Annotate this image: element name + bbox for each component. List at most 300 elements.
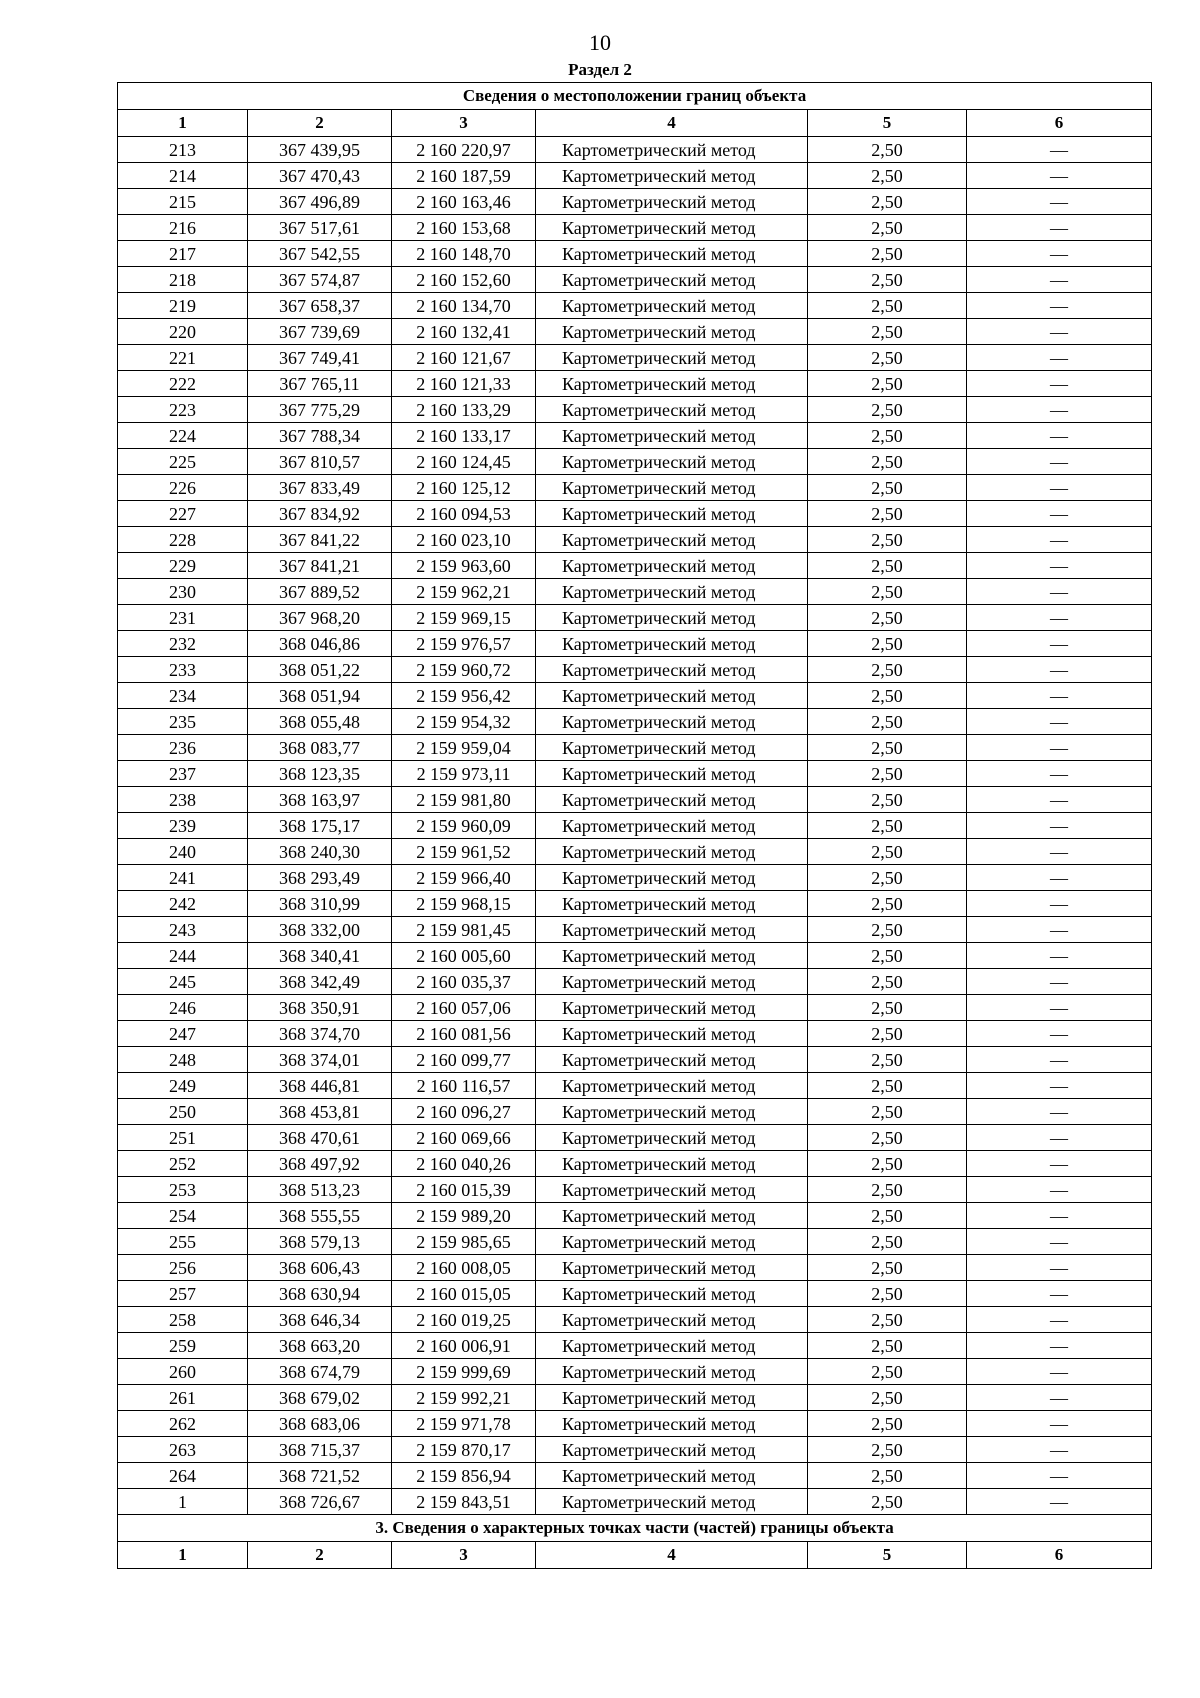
coordinate-y: 2 160 069,66 — [392, 1125, 536, 1151]
coordinate-y: 2 159 981,80 — [392, 787, 536, 813]
point-number: 249 — [118, 1073, 248, 1099]
coordinate-x: 367 833,49 — [248, 475, 392, 501]
method-cell: Картометрический метод — [536, 1437, 808, 1463]
coordinate-x: 368 342,49 — [248, 969, 392, 995]
accuracy-cell: 2,50 — [808, 761, 967, 787]
method-cell: Картометрический метод — [536, 761, 808, 787]
description-cell: — — [967, 163, 1152, 189]
column-header: 2 — [248, 1542, 392, 1569]
coordinate-x: 368 674,79 — [248, 1359, 392, 1385]
table-row — [118, 371, 1152, 397]
coordinate-y: 2 159 870,17 — [392, 1437, 536, 1463]
method-cell: Картометрический метод — [536, 215, 808, 241]
method-cell: Картометрический метод — [536, 527, 808, 553]
table-row — [118, 735, 1152, 761]
coordinate-y: 2 160 148,70 — [392, 241, 536, 267]
page-number: 10 — [589, 30, 611, 55]
table-row — [118, 397, 1152, 423]
coordinate-y: 2 159 843,51 — [392, 1489, 536, 1515]
description-cell: — — [967, 371, 1152, 397]
coordinate-x: 368 310,99 — [248, 891, 392, 917]
table-row — [118, 943, 1152, 969]
point-number: 263 — [118, 1437, 248, 1463]
method-cell: Картометрический метод — [536, 267, 808, 293]
point-number: 247 — [118, 1021, 248, 1047]
description-cell: — — [967, 1255, 1152, 1281]
method-cell: Картометрический метод — [536, 137, 808, 163]
accuracy-cell: 2,50 — [808, 1125, 967, 1151]
description-cell: — — [967, 475, 1152, 501]
accuracy-cell: 2,50 — [808, 1385, 967, 1411]
coordinate-y: 2 159 954,32 — [392, 709, 536, 735]
point-number: 261 — [118, 1385, 248, 1411]
method-cell: Картометрический метод — [536, 1359, 808, 1385]
coordinate-x: 367 749,41 — [248, 345, 392, 371]
method-cell: Картометрический метод — [536, 735, 808, 761]
part-column-header-row — [118, 1542, 1152, 1569]
description-cell: — — [967, 1047, 1152, 1073]
method-cell: Картометрический метод — [536, 1281, 808, 1307]
table-row — [118, 1151, 1152, 1177]
accuracy-cell: 2,50 — [808, 1307, 967, 1333]
table-row — [118, 1229, 1152, 1255]
point-number: 219 — [118, 293, 248, 319]
method-cell: Картометрический метод — [536, 1255, 808, 1281]
accuracy-cell: 2,50 — [808, 1177, 967, 1203]
column-header: 4 — [536, 110, 808, 137]
method-cell: Картометрический метод — [536, 1099, 808, 1125]
table-row — [118, 683, 1152, 709]
column-header: 1 — [118, 110, 248, 137]
coordinate-x: 368 721,52 — [248, 1463, 392, 1489]
accuracy-cell: 2,50 — [808, 839, 967, 865]
point-number: 230 — [118, 579, 248, 605]
point-number: 252 — [118, 1151, 248, 1177]
coordinate-y: 2 160 124,45 — [392, 449, 536, 475]
coordinate-x: 368 332,00 — [248, 917, 392, 943]
coordinate-x: 368 715,37 — [248, 1437, 392, 1463]
coordinate-x: 368 175,17 — [248, 813, 392, 839]
coordinate-y: 2 159 981,45 — [392, 917, 536, 943]
method-cell: Картометрический метод — [536, 1489, 808, 1515]
coordinate-x: 367 470,43 — [248, 163, 392, 189]
method-cell: Картометрический метод — [536, 1073, 808, 1099]
method-cell: Картометрический метод — [536, 865, 808, 891]
table-row — [118, 1021, 1152, 1047]
coordinate-x: 368 513,23 — [248, 1177, 392, 1203]
coordinate-x: 368 051,22 — [248, 657, 392, 683]
method-cell: Картометрический метод — [536, 1047, 808, 1073]
coordinate-y: 2 159 962,21 — [392, 579, 536, 605]
coordinate-y: 2 160 099,77 — [392, 1047, 536, 1073]
table-row — [118, 1047, 1152, 1073]
coordinate-x: 368 374,01 — [248, 1047, 392, 1073]
point-number: 250 — [118, 1099, 248, 1125]
description-cell: — — [967, 605, 1152, 631]
coordinate-x: 368 350,91 — [248, 995, 392, 1021]
method-cell: Картометрический метод — [536, 969, 808, 995]
point-number: 259 — [118, 1333, 248, 1359]
description-cell: — — [967, 787, 1152, 813]
coordinate-x: 368 293,49 — [248, 865, 392, 891]
table-row — [118, 1125, 1152, 1151]
column-header: 1 — [118, 1542, 248, 1569]
table-row — [118, 1333, 1152, 1359]
coordinate-x: 367 739,69 — [248, 319, 392, 345]
table-row — [118, 917, 1152, 943]
method-cell: Картометрический метод — [536, 189, 808, 215]
accuracy-cell: 2,50 — [808, 137, 967, 163]
point-number: 246 — [118, 995, 248, 1021]
description-cell: — — [967, 423, 1152, 449]
coordinate-x: 367 788,34 — [248, 423, 392, 449]
boundary-coordinates-table — [117, 82, 1152, 1569]
point-number: 258 — [118, 1307, 248, 1333]
method-cell: Картометрический метод — [536, 293, 808, 319]
coordinate-y: 2 160 134,70 — [392, 293, 536, 319]
table-row — [118, 423, 1152, 449]
coordinate-x: 368 163,97 — [248, 787, 392, 813]
coordinate-y: 2 160 187,59 — [392, 163, 536, 189]
accuracy-cell: 2,50 — [808, 215, 967, 241]
point-number: 262 — [118, 1411, 248, 1437]
coordinate-x: 367 775,29 — [248, 397, 392, 423]
description-cell: — — [967, 241, 1152, 267]
accuracy-cell: 2,50 — [808, 1411, 967, 1437]
accuracy-cell: 2,50 — [808, 631, 967, 657]
point-number: 231 — [118, 605, 248, 631]
description-cell: — — [967, 1203, 1152, 1229]
column-header: 5 — [808, 110, 967, 137]
table-row — [118, 553, 1152, 579]
coordinate-y: 2 159 963,60 — [392, 553, 536, 579]
method-cell: Картометрический метод — [536, 345, 808, 371]
point-number: 225 — [118, 449, 248, 475]
method-cell: Картометрический метод — [536, 605, 808, 631]
coordinate-y: 2 160 019,25 — [392, 1307, 536, 1333]
description-cell: — — [967, 1385, 1152, 1411]
method-cell: Картометрический метод — [536, 917, 808, 943]
method-cell: Картометрический метод — [536, 449, 808, 475]
point-number: 218 — [118, 267, 248, 293]
table-row — [118, 163, 1152, 189]
method-cell: Картометрический метод — [536, 579, 808, 605]
coordinate-y: 2 159 960,72 — [392, 657, 536, 683]
part-caption: 3. Сведения о характерных точках части (частей) границы объекта — [118, 1515, 1152, 1542]
column-header: 6 — [967, 1542, 1152, 1569]
description-cell: — — [967, 1073, 1152, 1099]
point-number: 254 — [118, 1203, 248, 1229]
coordinate-y: 2 160 015,39 — [392, 1177, 536, 1203]
method-cell: Картометрический метод — [536, 241, 808, 267]
coordinate-y: 2 160 121,67 — [392, 345, 536, 371]
accuracy-cell: 2,50 — [808, 1229, 967, 1255]
description-cell: — — [967, 1151, 1152, 1177]
description-cell: — — [967, 345, 1152, 371]
coordinate-x: 368 555,55 — [248, 1203, 392, 1229]
point-number: 244 — [118, 943, 248, 969]
table-row — [118, 501, 1152, 527]
coordinate-y: 2 160 133,29 — [392, 397, 536, 423]
accuracy-cell: 2,50 — [808, 1047, 967, 1073]
method-cell: Картометрический метод — [536, 1333, 808, 1359]
coordinate-x: 368 497,92 — [248, 1151, 392, 1177]
coordinate-x: 368 579,13 — [248, 1229, 392, 1255]
description-cell: — — [967, 579, 1152, 605]
method-cell: Картометрический метод — [536, 371, 808, 397]
accuracy-cell: 2,50 — [808, 943, 967, 969]
description-cell: — — [967, 891, 1152, 917]
coordinate-x: 368 083,77 — [248, 735, 392, 761]
method-cell: Картометрический метод — [536, 787, 808, 813]
description-cell: — — [967, 215, 1152, 241]
table-row — [118, 605, 1152, 631]
description-cell: — — [967, 449, 1152, 475]
coordinate-x: 367 810,57 — [248, 449, 392, 475]
point-number: 233 — [118, 657, 248, 683]
accuracy-cell: 2,50 — [808, 553, 967, 579]
table-row — [118, 1203, 1152, 1229]
point-number: 256 — [118, 1255, 248, 1281]
column-header: 3 — [392, 110, 536, 137]
coordinate-y: 2 160 094,53 — [392, 501, 536, 527]
point-number: 217 — [118, 241, 248, 267]
accuracy-cell: 2,50 — [808, 1073, 967, 1099]
accuracy-cell: 2,50 — [808, 163, 967, 189]
column-header: 3 — [392, 1542, 536, 1569]
accuracy-cell: 2,50 — [808, 293, 967, 319]
column-header-row — [118, 110, 1152, 137]
coordinate-y: 2 159 961,52 — [392, 839, 536, 865]
coordinate-y: 2 160 220,97 — [392, 137, 536, 163]
coordinate-x: 367 841,22 — [248, 527, 392, 553]
coordinate-y: 2 159 992,21 — [392, 1385, 536, 1411]
description-cell: — — [967, 943, 1152, 969]
description-cell: — — [967, 1359, 1152, 1385]
coordinate-x: 367 765,11 — [248, 371, 392, 397]
table-row — [118, 813, 1152, 839]
column-header: 6 — [967, 110, 1152, 137]
accuracy-cell: 2,50 — [808, 475, 967, 501]
method-cell: Картометрический метод — [536, 1203, 808, 1229]
coordinate-x: 368 240,30 — [248, 839, 392, 865]
coordinate-y: 2 159 856,94 — [392, 1463, 536, 1489]
coordinate-x: 367 517,61 — [248, 215, 392, 241]
coordinate-y: 2 160 125,12 — [392, 475, 536, 501]
coordinate-y: 2 159 976,57 — [392, 631, 536, 657]
coordinate-y: 2 159 966,40 — [392, 865, 536, 891]
accuracy-cell: 2,50 — [808, 735, 967, 761]
coordinate-y: 2 159 956,42 — [392, 683, 536, 709]
point-number: 236 — [118, 735, 248, 761]
coordinate-y: 2 160 008,05 — [392, 1255, 536, 1281]
description-cell: — — [967, 501, 1152, 527]
coordinate-y: 2 160 081,56 — [392, 1021, 536, 1047]
accuracy-cell: 2,50 — [808, 969, 967, 995]
table-caption-row — [118, 83, 1152, 110]
description-cell: — — [967, 865, 1152, 891]
description-cell: — — [967, 527, 1152, 553]
method-cell: Картометрический метод — [536, 1385, 808, 1411]
accuracy-cell: 2,50 — [808, 527, 967, 553]
accuracy-cell: 2,50 — [808, 1203, 967, 1229]
table-row — [118, 293, 1152, 319]
method-cell: Картометрический метод — [536, 163, 808, 189]
point-number: 251 — [118, 1125, 248, 1151]
method-cell: Картометрический метод — [536, 553, 808, 579]
coordinate-x: 368 446,81 — [248, 1073, 392, 1099]
table-row — [118, 1255, 1152, 1281]
point-number: 227 — [118, 501, 248, 527]
description-cell: — — [967, 553, 1152, 579]
accuracy-cell: 2,50 — [808, 709, 967, 735]
point-number: 216 — [118, 215, 248, 241]
accuracy-cell: 2,50 — [808, 1021, 967, 1047]
method-cell: Картометрический метод — [536, 423, 808, 449]
accuracy-cell: 2,50 — [808, 657, 967, 683]
table-row — [118, 1099, 1152, 1125]
method-cell: Картометрический метод — [536, 1463, 808, 1489]
accuracy-cell: 2,50 — [808, 241, 967, 267]
point-number: 214 — [118, 163, 248, 189]
description-cell: — — [967, 1099, 1152, 1125]
point-number: 222 — [118, 371, 248, 397]
coordinate-x: 367 542,55 — [248, 241, 392, 267]
coordinate-x: 368 606,43 — [248, 1255, 392, 1281]
point-number: 228 — [118, 527, 248, 553]
coordinate-y: 2 160 121,33 — [392, 371, 536, 397]
coordinate-y: 2 160 035,37 — [392, 969, 536, 995]
point-number: 1 — [118, 1489, 248, 1515]
accuracy-cell: 2,50 — [808, 865, 967, 891]
column-header: 5 — [808, 1542, 967, 1569]
coordinate-x: 368 340,41 — [248, 943, 392, 969]
description-cell: — — [967, 631, 1152, 657]
description-cell: — — [967, 1021, 1152, 1047]
table-row — [118, 1385, 1152, 1411]
table-row — [118, 657, 1152, 683]
description-cell: — — [967, 761, 1152, 787]
description-cell: — — [967, 683, 1152, 709]
coordinate-x: 368 630,94 — [248, 1281, 392, 1307]
coordinate-y: 2 160 096,27 — [392, 1099, 536, 1125]
column-header: 2 — [248, 110, 392, 137]
coordinate-x: 367 574,87 — [248, 267, 392, 293]
description-cell: — — [967, 839, 1152, 865]
coordinate-y: 2 159 959,04 — [392, 735, 536, 761]
accuracy-cell: 2,50 — [808, 371, 967, 397]
description-cell: — — [967, 1463, 1152, 1489]
accuracy-cell: 2,50 — [808, 891, 967, 917]
method-cell: Картометрический метод — [536, 475, 808, 501]
description-cell: — — [967, 293, 1152, 319]
description-cell: — — [967, 1437, 1152, 1463]
coordinate-x: 367 889,52 — [248, 579, 392, 605]
method-cell: Картометрический метод — [536, 709, 808, 735]
point-number: 213 — [118, 137, 248, 163]
point-number: 237 — [118, 761, 248, 787]
section-title: Раздел 2 — [568, 60, 632, 79]
table-row — [118, 1073, 1152, 1099]
coordinate-x: 368 470,61 — [248, 1125, 392, 1151]
table-row — [118, 631, 1152, 657]
coordinate-y: 2 160 040,26 — [392, 1151, 536, 1177]
table-row — [118, 787, 1152, 813]
point-number: 239 — [118, 813, 248, 839]
accuracy-cell: 2,50 — [808, 319, 967, 345]
method-cell: Картометрический метод — [536, 1229, 808, 1255]
point-number: 245 — [118, 969, 248, 995]
accuracy-cell: 2,50 — [808, 1437, 967, 1463]
method-cell: Картометрический метод — [536, 631, 808, 657]
table-row — [118, 1463, 1152, 1489]
method-cell: Картометрический метод — [536, 891, 808, 917]
coordinate-x: 367 496,89 — [248, 189, 392, 215]
coordinate-x: 367 658,37 — [248, 293, 392, 319]
part-caption-row — [118, 1515, 1152, 1542]
table-row — [118, 1411, 1152, 1437]
method-cell: Картометрический метод — [536, 839, 808, 865]
point-number: 241 — [118, 865, 248, 891]
table-row — [118, 475, 1152, 501]
point-number: 248 — [118, 1047, 248, 1073]
coordinate-y: 2 160 023,10 — [392, 527, 536, 553]
point-number: 223 — [118, 397, 248, 423]
description-cell: — — [967, 735, 1152, 761]
table-row — [118, 579, 1152, 605]
table-row — [118, 969, 1152, 995]
accuracy-cell: 2,50 — [808, 1099, 967, 1125]
accuracy-cell: 2,50 — [808, 787, 967, 813]
coordinate-y: 2 159 969,15 — [392, 605, 536, 631]
coordinate-x: 367 834,92 — [248, 501, 392, 527]
accuracy-cell: 2,50 — [808, 683, 967, 709]
coordinate-y: 2 160 153,68 — [392, 215, 536, 241]
accuracy-cell: 2,50 — [808, 1359, 967, 1385]
table-row — [118, 995, 1152, 1021]
method-cell: Картометрический метод — [536, 1021, 808, 1047]
point-number: 260 — [118, 1359, 248, 1385]
table-row — [118, 1281, 1152, 1307]
table-row — [118, 215, 1152, 241]
coordinate-y: 2 160 005,60 — [392, 943, 536, 969]
description-cell: — — [967, 319, 1152, 345]
table-row — [118, 1307, 1152, 1333]
description-cell: — — [967, 709, 1152, 735]
accuracy-cell: 2,50 — [808, 397, 967, 423]
coordinate-y: 2 160 057,06 — [392, 995, 536, 1021]
description-cell: — — [967, 267, 1152, 293]
description-cell: — — [967, 969, 1152, 995]
accuracy-cell: 2,50 — [808, 605, 967, 631]
point-number: 220 — [118, 319, 248, 345]
point-number: 264 — [118, 1463, 248, 1489]
description-cell: — — [967, 1229, 1152, 1255]
method-cell: Картометрический метод — [536, 1151, 808, 1177]
table-caption: Сведения о местоположении границ объекта — [118, 83, 1152, 110]
point-number: 240 — [118, 839, 248, 865]
table-row — [118, 891, 1152, 917]
table-body — [118, 83, 1152, 1569]
point-number: 221 — [118, 345, 248, 371]
point-number: 235 — [118, 709, 248, 735]
table-row — [118, 1489, 1152, 1515]
table-row — [118, 1359, 1152, 1385]
point-number: 242 — [118, 891, 248, 917]
coordinate-x: 368 051,94 — [248, 683, 392, 709]
description-cell: — — [967, 917, 1152, 943]
coordinate-x: 368 123,35 — [248, 761, 392, 787]
